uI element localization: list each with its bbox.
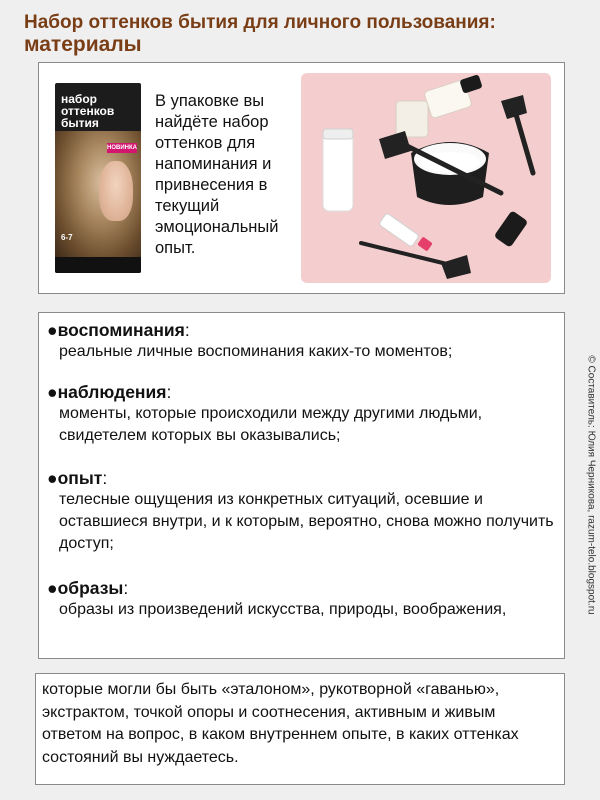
colon: : (166, 382, 172, 402)
colon: : (184, 320, 190, 340)
package-bottom-strip (55, 257, 141, 273)
colon: : (102, 468, 108, 488)
author-credit (584, 315, 598, 655)
bullet: ● (47, 468, 58, 488)
package-title: набор оттенков бытия (61, 92, 115, 130)
comb-brush-icon (501, 95, 533, 173)
item-term: образы (57, 578, 124, 598)
package-shade-number: 6-7 (61, 233, 73, 242)
bullet: ● (47, 320, 58, 340)
conclusion-panel (35, 673, 565, 785)
item-term: воспоминания (57, 320, 185, 340)
item-term: опыт (57, 468, 103, 488)
spray-bottle-icon (396, 74, 483, 137)
page-title (24, 12, 584, 56)
list-item (47, 577, 562, 621)
item-description: реальные личные воспоминания каких-то моментов; (59, 343, 453, 360)
author-credit-text: © Составитель: Юлия Черникова, razum-telo.blogspot.ru (585, 355, 597, 615)
item-term: наблюдения (57, 382, 167, 402)
package-new-badge: НОВИНКА (107, 145, 137, 151)
small-tube-icon (379, 213, 433, 252)
cream-tube-icon (323, 129, 353, 211)
hair-dye-tools-photo (301, 73, 551, 283)
item-description: моменты, которые происходили между другими людьми, свидетелем которых вы оказывались; (59, 405, 483, 444)
sources-list-panel (38, 312, 565, 659)
list-item (47, 467, 562, 555)
package-description: В упаковке вы найдёте набор оттенков для напоминания и привнесения в текущий эмоциональный опыт. (155, 92, 279, 257)
dye-brush-lower-icon (361, 243, 471, 279)
bullet: ● (47, 578, 58, 598)
title-line-2: материалы (24, 33, 142, 56)
title-line-1: Набор оттенков бытия для личного пользования: (24, 12, 496, 33)
bottle-cap-icon (494, 210, 529, 248)
conclusion-text: которые могли бы быть «эталоном», рукотворной «гаванью», экстрактом, точкой опоры и соотнесения, активным и живым ответом на вопрос, в каком внутреннем опыте, в каких оттенках состояний вы нуждаетесь. (42, 681, 519, 766)
materials-panel (38, 62, 565, 294)
package-face (99, 161, 133, 221)
list-item (47, 319, 562, 363)
hair-dye-package-image (55, 83, 141, 273)
item-description: образы из произведений искусства, природы, воображения, (59, 601, 507, 618)
bullet: ● (47, 382, 58, 402)
list-item (47, 381, 562, 447)
colon: : (123, 578, 129, 598)
dye-tools-illustration (301, 73, 551, 283)
item-description: телесные ощущения из конкретных ситуаций, осевшие и оставшиеся внутри, и к которым, вероятно, снова можно получить доступ; (59, 491, 554, 552)
